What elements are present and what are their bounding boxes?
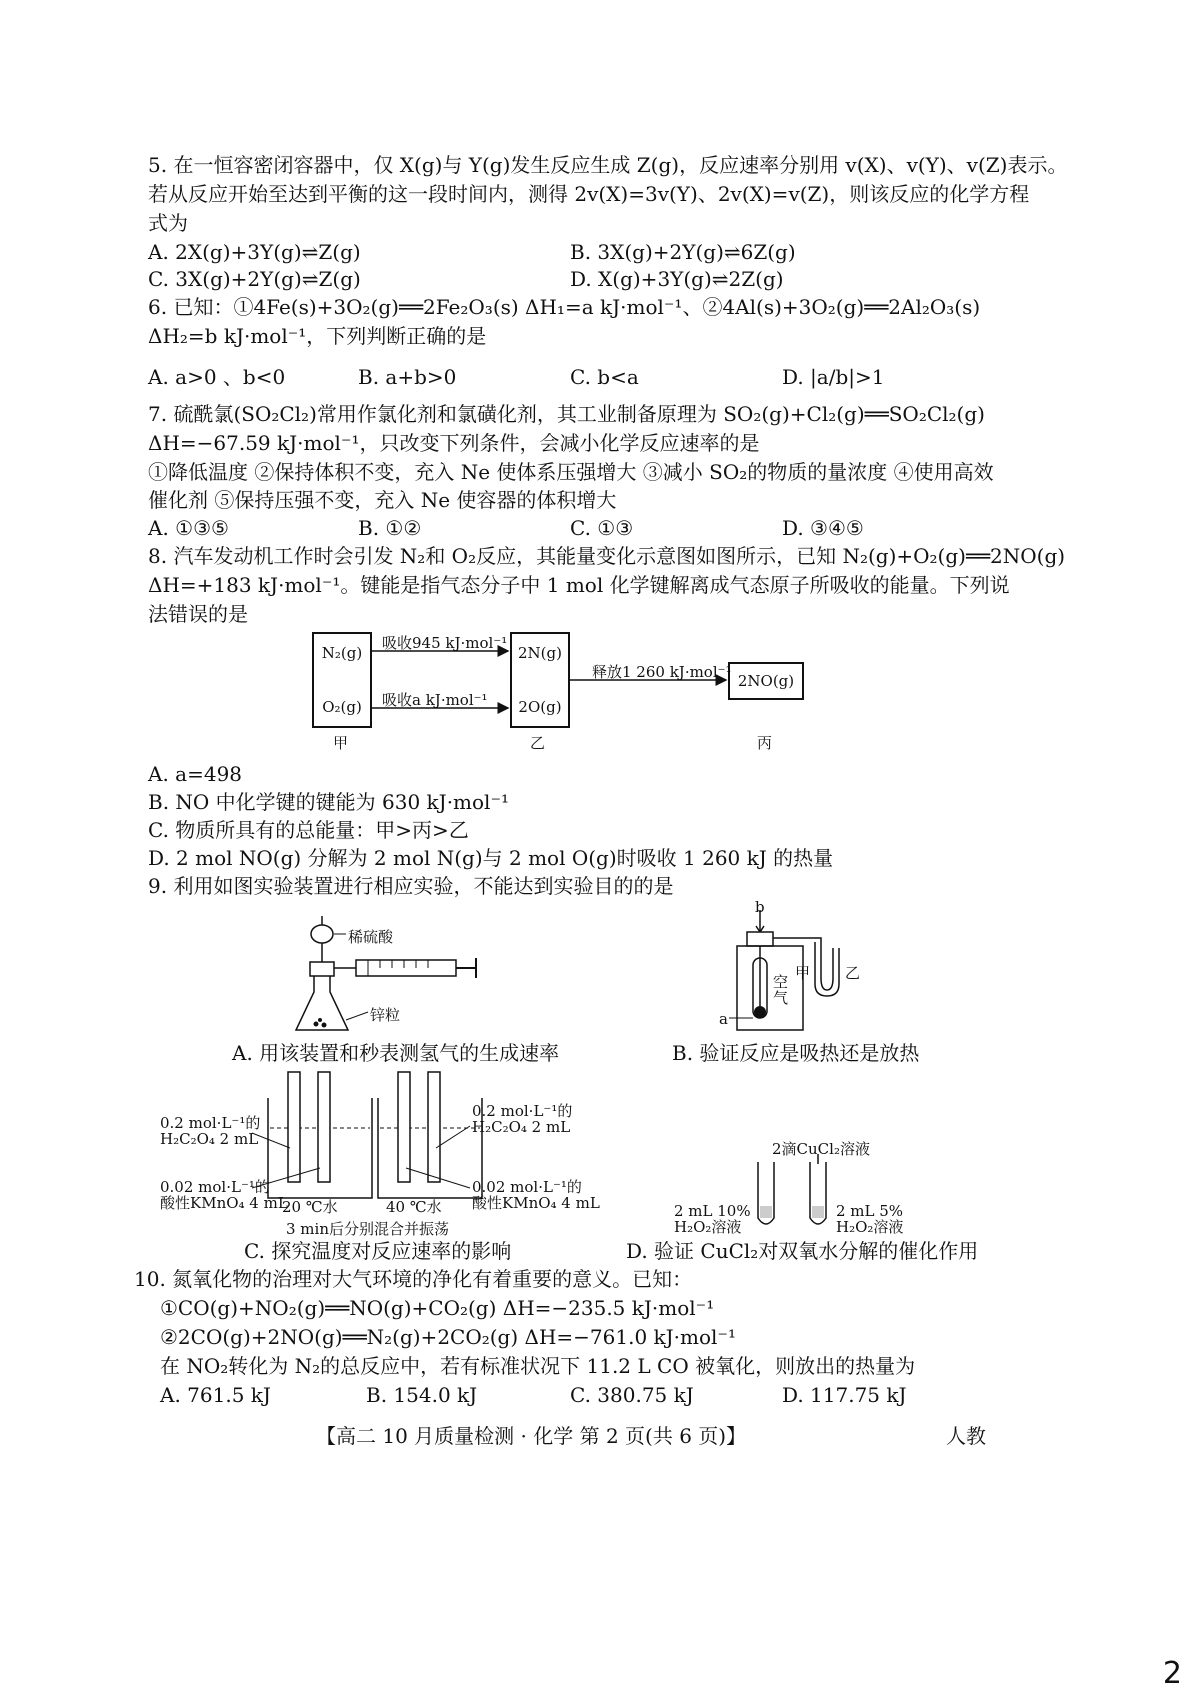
page-number: 2	[1162, 1656, 1182, 1691]
label-kmno4-right-2: 酸性KMnO₄ 4 mL	[472, 1194, 600, 1212]
q6-option-a: A. a>0 、b<0	[148, 365, 286, 389]
q9-figure-b	[715, 898, 875, 1038]
q6-option-d: D. |a/b|>1	[782, 365, 885, 389]
q5-line3: 式为	[148, 211, 188, 235]
label-kmno4-left-2: 酸性KMnO₄ 4 mL	[160, 1194, 288, 1212]
label-jia: 甲	[795, 964, 811, 982]
box-yi-bottom: 2O(g)	[518, 698, 562, 716]
label-absorb-945: 吸收945 kJ·mol⁻¹	[382, 634, 508, 652]
q8-option-b: B. NO 中化学键的键能为 630 kJ·mol⁻¹	[148, 790, 510, 814]
box-bing: 2NO(g)	[728, 662, 804, 700]
q10-line1: 10. 氮氧化物的治理对大气环境的净化有着重要的意义。已知：	[134, 1267, 693, 1291]
q6-line2: ΔH₂=b kJ·mol⁻¹，下列判断正确的是	[148, 324, 487, 348]
q10-line4: 在 NO₂转化为 N₂的总反应中，若有标准状况下 11.2 L CO 被氧化，则放出的热量为	[160, 1354, 916, 1378]
q5-line1: 5. 在一恒容密闭容器中，仅 X(g)与 Y(g)发生反应生成 Z(g)，反应速率分别用 v(X)、v(Y)、v(Z)表示。	[148, 153, 1068, 177]
caption-bing: 丙	[757, 734, 773, 752]
q10-option-d: D. 117.75 kJ	[782, 1383, 907, 1407]
q9-figure-c	[160, 1068, 600, 1212]
q8-option-c: C. 物质所具有的总能量：甲>丙>乙	[148, 818, 469, 842]
caption-yi: 乙	[530, 734, 546, 752]
q5-line2: 若从反应开始至达到平衡的这一段时间内，测得 2v(X)=3v(Y)、2v(X)=v(Z)，则该反应的化学方程	[148, 182, 1030, 206]
label-h2o2-10-2: H₂O₂溶液	[674, 1218, 742, 1236]
q9-caption-a: A. 用该装置和秒表测氢气的生成速率	[232, 1041, 560, 1065]
q8-line3: 法错误的是	[148, 602, 248, 626]
label-h2o2-10-1: 2 mL 10%	[674, 1202, 751, 1220]
q9-caption-b: B. 验证反应是吸热还是放热	[672, 1041, 920, 1065]
label-h2c2o4-left-1: 0.2 mol·L⁻¹的	[160, 1114, 261, 1132]
q7-option-a: A. ①③⑤	[148, 516, 229, 540]
label-h2o2-5-1: 2 mL 5%	[836, 1202, 904, 1220]
q6-option-b: B. a+b>0	[358, 365, 457, 389]
label-h2c2o4-left-2: H₂C₂O₄ 2 mL	[160, 1130, 259, 1148]
caption-jia: 甲	[333, 734, 349, 752]
q10-line3: ②2CO(g)+2NO(g)══N₂(g)+2CO₂(g) ΔH=−761.0 kJ·mol⁻¹	[160, 1325, 737, 1349]
label-kmno4-left-1: 0.02 mol·L⁻¹的	[160, 1178, 270, 1196]
label-b: b	[755, 898, 765, 916]
q8-line2: ΔH=+183 kJ·mol⁻¹。键能是指气态分子中 1 mol 化学键解离成气态原子所吸收的能量。下列说	[148, 573, 1010, 597]
q6-option-c: C. b<a	[570, 365, 639, 389]
box-yi-top: 2N(g)	[518, 644, 562, 662]
q8-line1: 8. 汽车发动机工作时会引发 N₂和 O₂反应，其能量变化示意图如图所示，已知 N₂(g)+O₂(g)══2NO(g)	[148, 544, 1066, 568]
q10-line2: ①CO(g)+NO₂(g)══NO(g)+CO₂(g) ΔH=−235.5 kJ·mol⁻¹	[160, 1296, 715, 1320]
q10-option-c: C. 380.75 kJ	[570, 1383, 694, 1407]
label-h2c2o4-right-1: 0.2 mol·L⁻¹的	[472, 1102, 573, 1120]
q9-figure-d	[672, 1138, 912, 1238]
label-h2c2o4-right-2: H₂C₂O₄ 2 mL	[472, 1118, 571, 1136]
q7-line1: 7. 硫酰氯(SO₂Cl₂)常用作氯化剂和氯磺化剂，其工业制备原理为 SO₂(g)+Cl₂(g)══SO₂Cl₂(g)	[148, 402, 985, 426]
q9-caption-d: D. 验证 CuCl₂对双氧水分解的催化作用	[626, 1239, 979, 1263]
label-release-1260: 释放1 260 kJ·mol⁻¹	[592, 663, 732, 681]
q7-line4: 催化剂 ⑤保持压强不变，充入 Ne 使容器的体积增大	[148, 488, 617, 512]
label-dilute-sulfuric-acid: 稀硫酸	[348, 928, 394, 946]
q7-option-d: D. ③④⑤	[782, 516, 864, 540]
q9-caption-c: C. 探究温度对反应速率的影响	[244, 1239, 512, 1263]
q5-option-a: A. 2X(g)+3Y(g)⇌Z(g)	[148, 240, 361, 264]
q7-option-c: C. ①③	[570, 516, 634, 540]
label-20c-water: 20 ℃水	[282, 1198, 338, 1216]
box-jia	[312, 632, 372, 728]
label-kmno4-right-1: 0.02 mol·L⁻¹的	[472, 1178, 582, 1196]
label-zinc: 锌粒	[370, 1006, 401, 1024]
label-a: a	[719, 1010, 728, 1028]
q8-energy-diagram	[312, 632, 812, 752]
q7-line3: ①降低温度 ②保持体积不变，充入 Ne 使体系压强增大 ③减小 SO₂的物质的量浓度 ④使用高效	[148, 460, 994, 484]
box-yi	[510, 632, 570, 728]
q9-line1: 9. 利用如图实验装置进行相应实验，不能达到实验目的的是	[148, 874, 674, 898]
q6-line1: 6. 已知：①4Fe(s)+3O₂(g)══2Fe₂O₃(s) ΔH₁=a kJ·mol⁻¹、②4Al(s)+3O₂(g)══2Al₂O₃(s)	[148, 295, 981, 319]
box-jia-top: N₂(g)	[321, 644, 363, 662]
label-cucl2-drops: 2滴CuCl₂溶液	[772, 1140, 870, 1158]
label-mix-shake: 3 min后分别混合并振荡	[286, 1220, 449, 1238]
q8-option-d: D. 2 mol NO(g) 分解为 2 mol N(g)与 2 mol O(g)时吸收 1 260 kJ 的热量	[148, 846, 834, 870]
label-40c-water: 40 ℃水	[386, 1198, 442, 1216]
label-h2o2-5-2: H₂O₂溶液	[836, 1218, 904, 1236]
q5-option-c: C. 3X(g)+2Y(g)⇌Z(g)	[148, 267, 361, 291]
q5-option-b: B. 3X(g)+2Y(g)⇌6Z(g)	[570, 240, 796, 264]
q7-option-b: B. ①②	[358, 516, 422, 540]
q5-option-d: D. X(g)+3Y(g)⇌2Z(g)	[570, 267, 784, 291]
q8-option-a: A. a=498	[148, 762, 243, 786]
q9-figure-a	[290, 912, 490, 1042]
q7-line2: ΔH=−67.59 kJ·mol⁻¹，只改变下列条件，会减小化学反应速率的是	[148, 431, 760, 455]
q10-option-b: B. 154.0 kJ	[366, 1383, 478, 1407]
box-jia-bottom: O₂(g)	[322, 698, 362, 716]
footer-title: 【高二 10 月质量检测 · 化学 第 2 页(共 6 页)】	[316, 1424, 747, 1448]
label-absorb-a: 吸收a kJ·mol⁻¹	[382, 691, 488, 709]
footer-edition: 人教	[946, 1424, 986, 1448]
label-yi: 乙	[845, 964, 861, 982]
label-air: 空气	[773, 973, 789, 1007]
q10-option-a: A. 761.5 kJ	[160, 1383, 271, 1407]
